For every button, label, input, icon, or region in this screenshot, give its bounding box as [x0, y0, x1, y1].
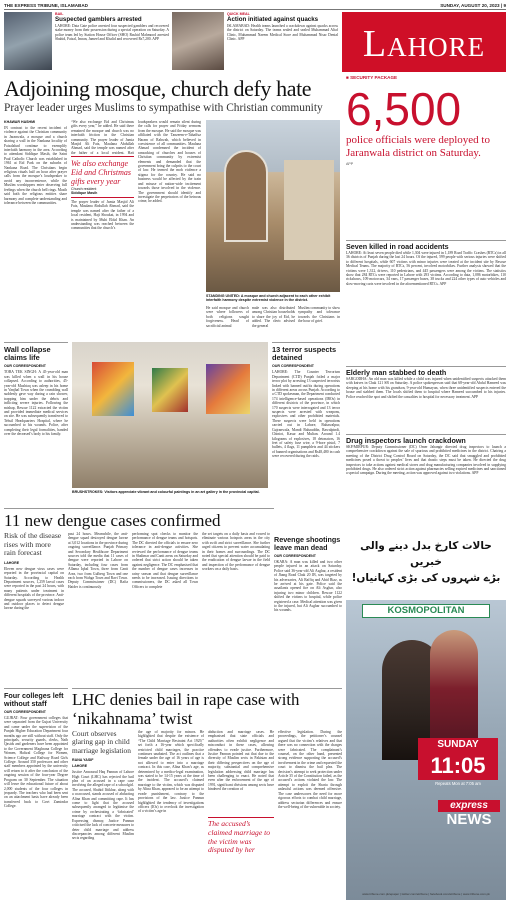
lead-text: “We also exchange Eid and Christmas gifts every year,” he added. He said there remained the mosque and church was no interfaith friction in the Christian community. The prayer leader of Jamia Masjid Ali Faiz, Maulana Abdullah Ahmad, said the temple was named after the father of a local resident, Haji [71, 120, 134, 154]
story-text: SKP/MIRPUR: Deputy Commissioner (DC) Omer Jahangir directed drug inspectors to launch a comprehensive crackdown against the sale of spurious and prohibited medicines in the district. Chairing a meeting of the District Drug Control Board on Saturday, the DC said that smuggled and prohibited medicines posed a threat to peoples’ lives and that drastic steps must be taken. He directed the drug inspectors to take actions against medical stores and drug manufacturing companies involved in supplying prohibited drugs. He also ordered strict action against pharmacies selling expired medicines and sanctioned a special campaign. During the meeting, action was approved against two violations. APP [346, 445, 506, 476]
ad-day: SUNDAY [418, 738, 498, 752]
urdu-line-2: بڑے شہروں کی بڑی کہانیاں! [351, 572, 501, 584]
ad-repeat: Repeats Mon at 7:05 am [435, 781, 481, 786]
lead-byline: KHAWAR HASHMI [4, 120, 36, 124]
story-title: Revenge shootings leave man dead [274, 536, 341, 552]
story-title: Wall collapse claims life [4, 345, 51, 363]
security-label-text: SECURITY PACKAGE [350, 75, 398, 80]
lead-photo-caption: STANDING UNITED: A mosque and church adjacent to each other exhibit interfaith harmony despite extremist violence in the district. [206, 294, 331, 303]
ad-logo-express: express [438, 800, 500, 812]
brief-tag: QUICK MEAL [227, 12, 250, 16]
lead-col-3 [138, 120, 201, 320]
story-title: Drug inspectors launch crackdown [346, 436, 466, 445]
lead-col-2 [71, 120, 134, 320]
lead-headline: Adjoining mosque, church defy hate [4, 77, 312, 101]
brief-body: ISLAMABAD: Health teams launched a crackdown against quacks across the district on Saturday. The teams sealed and sealed Muhammad Altaf Clinic, Muhammad Naeem Medical Store and Muhammad Nisar Dental Clinic. APP [227, 24, 338, 42]
dengue-deck: Risk of the disease rises with more rain forecast [4, 532, 62, 558]
brief-title: Suspected gamblers arrested [55, 16, 142, 23]
ad-brand: KOSMOPOLITAN [362, 604, 490, 618]
college-story [4, 688, 68, 898]
dengue-col-3: performing spot checks to monitor the performance of dengue teams and hotspots. The DC directed the officials to ensure zero tolerance in anti-dengue activities. She reviewed the performance of dengue teams in Shalimar and Cantt areas on Saturday and ordered that strict action should be taken against negligence. The DC emphasised that the number of dengue cases increases in rainy season and that dengue surveillance needs to be increased. Issuing directions to commissioners, the DC asked all Town Officers to complete [132, 532, 198, 589]
story-title: Elderly man stabbed to death [346, 368, 447, 377]
security-package [346, 75, 506, 235]
urdu-line-1: حالات کارخ بدل دینے والی خبریں [360, 540, 492, 568]
page-header [4, 2, 506, 10]
lead-col-4: He said mosque and church were where followers of both religions sought forgiveness. Head of sacrificial animal [206, 306, 249, 328]
pull-quote-name: Siddique Masih [71, 191, 98, 195]
lead-col-6: Muslim community to show sympathy and tolerance towards the Christians in the hour of grief. [298, 306, 340, 324]
lhc-col-1 [72, 730, 134, 898]
story-byline: OUR CORRESPONDENT [272, 364, 314, 369]
church-arch [224, 150, 268, 242]
ad-time: 11:05 [418, 752, 498, 780]
painting-1 [92, 362, 134, 416]
revenge-story [274, 536, 342, 686]
brief-photo [172, 12, 224, 70]
story-byline: OUR CORRESPONDENT [4, 710, 46, 714]
issue-date: SUNDAY, AUGUST 20, 2023 | 9 [440, 3, 506, 8]
story-title: 13 terror suspects detained [272, 345, 337, 363]
brief-text-block [227, 12, 338, 72]
art-photo-caption: BRUSHSTROKES: Visitors appreciate vibrant and colourful paintings in an art gallery in the provincial capital. [72, 490, 260, 494]
brief-quacks [172, 12, 338, 72]
church-mosque-photo [206, 120, 340, 292]
story-text: LAHORE: The Counter Terrorism Department (CTD) Punjab foiled a major terror plot by arresting 13 suspected terrorists linked with banned outfits during operations in different areas across Punjab. According to a CTD spokesman, the Department conducted 174 intelligence-based operations (IBOs) in different districts of the province, in which 170 suspects were interrogated and 13 terror suspects were arrested with weapons, explosives and other prohibited materials. These suspects were held in operations carried out in Lahore, Bahawalpur, Gujranwala, Mandi Bahauddin, Rawalpindi, Chiniot, Kasur and Multan. Around 1.4 kilograms of explosives, 18 detonators, 16 feet of safety fuse wire, a 9-bore pistol, 7 bullets, 4 flags, 11 pamphlets and 44 stickers of banned organisations and Rs48,480 in cash were recovered during the raids. [272, 370, 340, 459]
lead-text: loudspeakers would remain silent during the calls for prayer and Friday sermons from the mosque. He said the mosque was affiliated with the Tanzeem-e-Tahaffuz Haram of Rabwah, which believed in coexistence of all communities. Maulana Ahmad condemned the incident of ransacking of churches and houses of Christian community by extremist elements and demanded that the government bring the culprits to the court of law. He termed the mob violence a stigma for the country. He said no business would be affected by the train and misuse of nation-wide incitement towards those involved in the violence. The government should identify and investigate the perpetrators of the heinous crime, he added. [138, 120, 201, 204]
mosque-wall [284, 160, 334, 260]
elderly-story [346, 366, 506, 432]
dengue-col-2: past 24 hours. Meanwhile, the anti-dengue squad destroyed dengue larvae at 3,012 locations in the province during ongoing surveillance. Punjab Primary and Secondary Healthcare Department sources told the media that 11 cases of dengue were reported in Lahore on Saturday, including four cases from Allama Iqbal Town, three from Cantt Area, two from Gulberg Town and one each from Wahga Town and Ravi Town. Deputy Commissioner (DC) Rafia Haider is continuously [68, 532, 128, 589]
dengue-col-1 [4, 532, 64, 664]
dengue-headline: 11 new dengue cases confirmed [4, 508, 274, 530]
ad-logo-news: NEWS [446, 812, 492, 828]
brief-body: LAHORE: Data Gate police arrested four suspected gamblers and recovered stake money from their possession during a special operation on Saturday. A police team led by Station House Officer (SHO) Rashid Mahmood arrested Shahid, Faisal, Imran, Jameel and Khalid and recovered Rs7,200. APP [55, 24, 169, 42]
lead-text-continued: The prayer leader of Jamia Masjid Ali Faiz, Maulana Abdullah Ahmad, said the temple was named after the father of a local resident, Haji Shoukat, in 1994 and is maintained by Muhi Eldal Khan. An understanding was reached between the communities that the church’s [71, 200, 134, 231]
story-title: Four colleges left without staff [4, 691, 64, 708]
pull-quote-text: We also exchange Eid and Christmas gifts every year [71, 159, 132, 186]
brief-photo [4, 12, 52, 70]
lead-col-5: male was also distributed among Christian households to share the joy of Eid, he added. The cleric advised the general [252, 306, 295, 328]
story-byline: OUR CORRESPONDENT [274, 554, 316, 558]
pull-quote-attr: Church resident [71, 187, 97, 191]
dengue-dateline: LAHORE [4, 560, 20, 565]
painting-2 [152, 368, 188, 412]
brief-text-block [55, 12, 169, 72]
paper-name: THE EXPRESS TRIBUNE, ISLAMABAD [4, 3, 88, 8]
story-text: SARGODHA: An old man was killed while a child was injured when unidentified suspects attacked them with knives in Chak 121 SB on Saturday. A police spokesperson said that 68-year-old Abdul Hameed was sleeping at his home with his grandson, 9-year-old Humayun, when three unidentified suspects entered the house and stabbed them. The locals shifted them to hospital where Hameed succumbed to his injuries. Police reached the spot and shifted the casualties to hospital for necessary treatment. APP [346, 377, 506, 399]
lhc-col-3 [208, 730, 274, 898]
security-caption: police officials were deployed to Jaranwala district on Saturday. [346, 134, 490, 159]
drug-story [346, 434, 506, 534]
security-number: 6,500 [346, 83, 462, 135]
tv-ad [346, 600, 506, 900]
brief-title: Action initiated against quacks [227, 16, 319, 23]
lead-deck: Prayer leader urges Muslims to sympathise with Christian community [4, 102, 323, 114]
story-byline: OUR CORRESPONDENT [4, 364, 46, 369]
lhc-pull-quote: The accused’s claimed marriage to the victim was disputed by her [208, 817, 274, 855]
painting-3 [206, 364, 250, 414]
brief-tag: BAIL [55, 12, 64, 16]
terror-story [272, 342, 340, 532]
lead-pull-quote [71, 156, 134, 198]
story-text: OKARA: A man was killed and two other people injured in an attack on Saturday. Police said 36-year-old Ali Asghar, a resident of Jhang Road Chak 20 JB, was targeted by his adversaries, Ali Raffiq and Abid Riaz, as he arrived at his gate. Police said the assailants opened fire on Ali Asghar, also injuring two minor children. Rescue 1122 shifted the victims to hospital, while police registered a case. Medical attention was given to the injured, but Ali Asghar succumbed to his wounds. [274, 560, 342, 613]
lhc-col-2: the age of majority for minors. He highlighted that despite the existence of “The Child Marriage Restraint Act 1929,” set forth a 16-year which specifically restricted child marriages, the practice continues unabated. The act outlines that a female under the age of 16 years of age is not allowed to enter into a marriage contract. In this case, Alina Khan’s age, as determined by a medico-legal examination, was stated to be 14-15 years at the time of the incident. The accused’s claimed marriage to the victim, which was disputed by Alina Khan, appeared to be an attempt to evade punishment, contrary to the provisions of the law. Justice Pannun highlighted the tendency of investigations officers (IOs) to overlook the investigation of a victim’s age in [138, 730, 204, 814]
brief-gamblers [4, 12, 169, 72]
story-title: Seven killed in road accidents [346, 242, 449, 251]
dengue-col-4: the set targets on a daily basis and vowed to eliminate various hotspots areas in the city with swift and strict surveillance. She further urged citizens to prevent water accumulating in their homes and surroundings. The DC noted that special attention should be paid to the eradication of dengue larvae in the field and inspection of the performance of dengue workers on a daily basis. [202, 532, 270, 572]
lead-col-1 [4, 120, 67, 320]
lhc-byline: RANA YASIF [72, 758, 94, 763]
story-text: GUJRAT: Four government colleges that were separated from the Gujrat University and came under the supervision of the Punjab Higher Education Department four months ago are still without staff. Only the principals, security guards, clerks, Naib Qasids and gardeners have been appointed to the Government Maghrana College for Women, Hafizal College for Women, Science College and Railway Road Girls College. Around 350 professors and other staff members appointed by the university will return to it after the conclusion of the ongoing session of the four-year Degree Program on 30 September. The situation will leave the educational future of about 2,000 students of the four colleges in jeopardy. The teachers who had been sent on an attachment basis have already been transferred back to Govt Zamindar College. [4, 716, 68, 809]
lhc-text: Justice Anwaarul Haq Pannun of Lahore High Court (LHC) has rejected the bail plea of an accused in a rape case involving the alleged rape of a schoolgirl. The accused, Shahid Iftikhar, along with a coaccused, stands accused of abducting Alina Khan and committing rape. It has come to light that the accused subsequently arranged to legitimise the crime by orchestrating a ‘fabricated’ marriage contract with the victim. Expressing dismay, Justice Pannun criticised the lack of concrete measures to deter child marriage and address discrepancies among different Muslim sects regarding [72, 770, 134, 841]
security-icon: ■ [346, 75, 351, 80]
security-source: APP [346, 162, 354, 166]
lhc-text: abduction and marriage cases. He emphasised that state officials and authorities often exhibit negligence and misconduct in these cases, allowing offenders to evade justice. Furthermore, Justice Pannun pointed out that due to the diversity of Muslim sects in Pakistan and their differing perspectives on the age of majority, substantial and comprehensive legislation addressing child marriage has been challenging to enact. He noted that even after the enforcement of the age of 1991, significant divisions among sects have hindered the creation of [208, 730, 274, 792]
seven-killed-story [346, 240, 506, 364]
lhc-dateline: LAHORE [72, 764, 88, 769]
masthead-title: Lahore [362, 24, 486, 64]
urdu-promo [346, 538, 506, 600]
lhc-sub: Court observes glaring gap in child marriage legislation [72, 730, 131, 755]
section-masthead [342, 12, 506, 72]
lead-text: IN contrast to the recent incident of violence against the Christian community in Jaranwala, a mosque and a church sharing a wall in the Nankana locality of Faisalabad continue to exemplify interfaith harmony in the area. According to attendant Siddique Masih, the Saint Paul Catholic Church was established in 1961 at Eid Park on the suburbs of Nankana Road. The Christians begin religious rituals half an hour after prayer calls from the mosque’s loudspeaker to avoid any inconvenience, while the Muslim worshippers enter observing full feelings when the church bell rings. Masih said both the religious entities share harmony and complete understanding and tolerance between the communities. [4, 126, 67, 205]
lhc-col-4: effective legislation. During the proceedings, the petitioner’s counsel argued that the victim’s relatives and that there was no connection with the charges were fabricated. The complainant’s counsel, on the other hand, presented strong evidence supporting the accused’s involvement in the crime and requested the court to dismiss the bail plea. The decision’s attempt to seek protection under Article 35 of the Constitution failed, as the accused’s actions violated the law. The attempt to exploit the Sharia through unlawful actions was deemed offensive. The case underscores the need for more rigorous efforts to combat child marriage, address sectarian differences and ensure the well-being of the vulnerable in society. [278, 730, 342, 809]
wall-collapse-story [4, 342, 68, 504]
page-footer: www.tribune.com.pk/epaper | twitter.com/etribune | facebook.com/etribune | www.tribune.com.pk [362, 892, 490, 896]
story-text: TOBA TEK SINGH: A 45-year-old man was killed when a wall in his house collapsed. According to authorities, 45-year-old Mushtaq was asleep in his home in Vanjhal Town when the crumbling wall suddenly gave way during a rain shower, trapping him under the debris and inflicting severe injuries. Following the mishap, Rescue 1122 extracted the victim and provided immediate medical services on site. He was subsequently transferred to Tehsil Headquarters Hospital, where he succumbed to his wounds. Police, after completing their legal formalities, handed over the deceased’s body to his family. [4, 370, 68, 437]
dengue-text: Eleven new dengue virus cases were reported in the provincial capital on Saturday. According to Health Department sources, 1,259 larval cases were reported in the past 24 hours, with many patients under treatment in different hospitals of the province. Anti-dengue squads surveyed various indoor and outdoor places to detect dengue larvae during the [4, 566, 64, 611]
art-exhibition-photo [72, 342, 268, 488]
story-text: LAHORE: At least seven people died while 1,304 were injured in 1,189 Road Traffic Crashes (RTCs) in all 36 districts of Punjab during the last 24 hours. Of the injured, 599 people with serious injuries were shifted to different hospitals, while 607 victims with minor injuries were treated at the incident site by Rescue Medical Teams. The majority of RTCs, 56 percent, involved motorbikes. Further analysis showed that the victims were 1,312, drivers, 110 pedestrians, and 445 passengers were among the victims. The statistics show that 284 RTCs were reported in Lahore with 293 victims. According to data, 1,086 motorbikes, 110 rickshaws, 109 motorcars, 34 vans, 17 passenger buses, 38 trucks and 224 other types of auto vehicles and slow-moving carts were involved in the aforementioned RTCs. APP [346, 251, 506, 286]
lhc-headline: LHC denies bail in rape case with ‘nikahnama’ twist [72, 688, 342, 728]
security-label [346, 75, 506, 80]
